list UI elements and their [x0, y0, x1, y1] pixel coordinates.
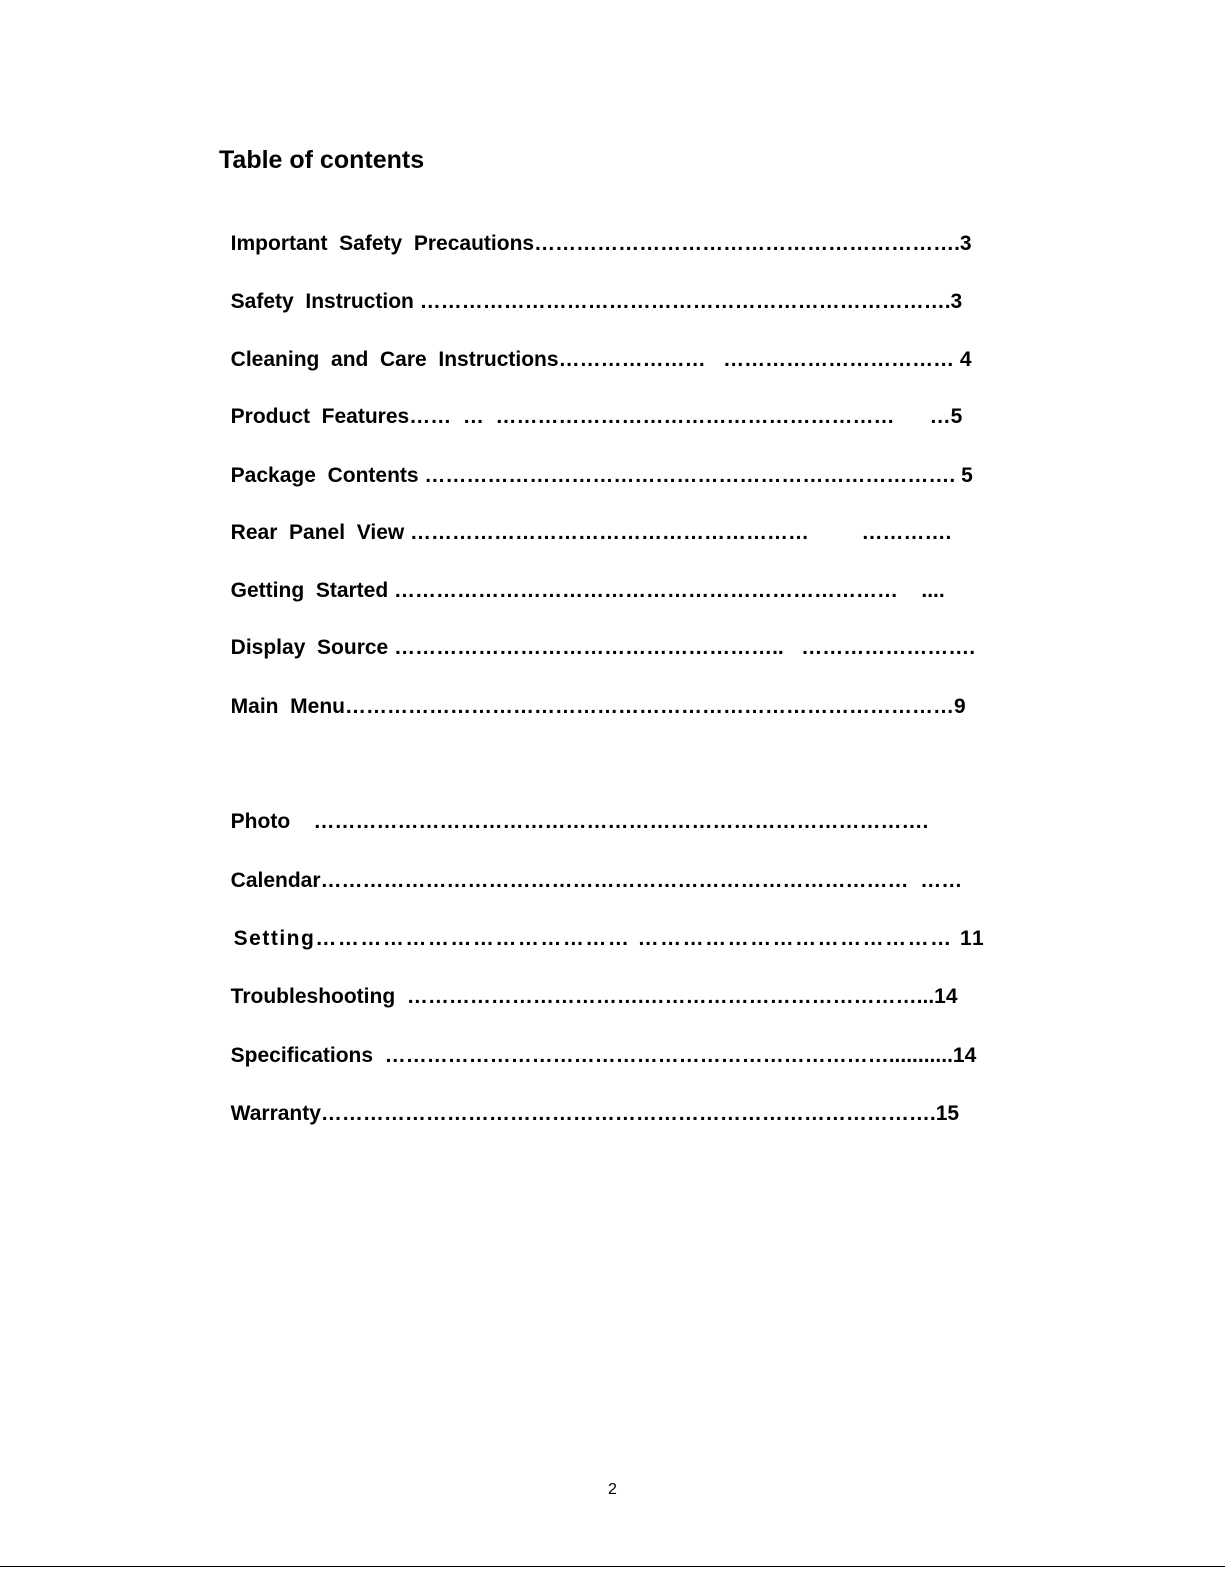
toc-entry-warranty[interactable]: [219, 1078, 1039, 1125]
toc-entry-leader: ………………………………………………………………….3: [419, 290, 963, 313]
toc-entry-title: Rear Panel View: [230, 521, 411, 544]
toc-entry-display-source[interactable]: [219, 612, 1039, 659]
toc-entry-product-features[interactable]: [219, 381, 1039, 428]
toc-entry-cleaning-and-care[interactable]: [219, 324, 1039, 371]
toc-entry-title: Cleaning and Care Instructions: [230, 348, 559, 371]
toc-entry-leader: …………………………….…………………………………...14: [406, 985, 958, 1008]
toc-entry-title: Setting: [233, 927, 316, 950]
toc-entry-title: Display Source: [230, 636, 395, 659]
toc-entry-calendar[interactable]: [219, 845, 1039, 892]
toc-heading: Table of contents: [219, 146, 425, 174]
toc-entry-title: Safety Instruction: [230, 290, 420, 313]
toc-entry-safety-instruction[interactable]: [219, 266, 1039, 313]
toc-entry-leader: …………………………………………………………………………….: [313, 810, 929, 833]
toc-entry-leader: ………………………………………………………………………… ……: [320, 869, 963, 892]
toc-entry-photo[interactable]: [219, 786, 1039, 833]
toc-entry-specifications[interactable]: [219, 1020, 1039, 1067]
toc-entry-leader: ……………………………………………….. …………………….: [394, 636, 976, 659]
toc-entry-important-safety-precautions[interactable]: [219, 208, 1039, 255]
toc-entry-main-menu[interactable]: [219, 671, 1039, 718]
toc-entry-rear-panel-view[interactable]: [219, 497, 1039, 544]
toc-entry-leader: ………………………………………………… ………….: [410, 521, 952, 544]
toc-entry-title: Calendar: [230, 869, 321, 892]
toc-entry-getting-started[interactable]: [219, 555, 1039, 602]
toc-entry-leader: …………………………………………………………………………….15: [320, 1102, 960, 1125]
toc-entry-title: Main Menu: [230, 695, 346, 718]
toc-entry-leader: ………………………………………………………………...........14: [384, 1044, 977, 1067]
toc-entry-title: Important Safety Precautions: [230, 232, 535, 255]
bottom-divider: [0, 1566, 1225, 1567]
page-number: 2: [608, 1481, 617, 1498]
toc-entry-title: Warranty: [230, 1102, 321, 1125]
toc-entry-setting[interactable]: [219, 903, 1039, 950]
toc-entry-title: Specifications: [230, 1044, 385, 1067]
toc-entry-leader: ……………………………………………………………… ....: [394, 579, 945, 602]
toc-entry-troubleshooting[interactable]: [219, 961, 1039, 1008]
toc-entry-title: Troubleshooting: [230, 985, 407, 1008]
toc-entry-leader: …………………………………… …………………………………… 11: [315, 927, 986, 950]
toc-entry-title: Photo: [230, 810, 314, 833]
toc-entry-title: Product Features: [230, 405, 410, 428]
toc-entry-leader: …………………………………………………….3: [534, 232, 972, 255]
toc-entry-title: Getting Started: [230, 579, 395, 602]
toc-entry-leader: …… … ………………………………………………… …5: [409, 405, 963, 428]
toc-entry-leader: ………………… …………………………… 4: [558, 348, 972, 371]
toc-entry-leader: ……………………………………………………………………………9: [345, 695, 966, 718]
toc-entry-package-contents[interactable]: [219, 440, 1039, 487]
toc-entry-leader: …………………………………………………………………. 5: [424, 464, 973, 487]
toc-entry-title: Package Contents: [230, 464, 425, 487]
